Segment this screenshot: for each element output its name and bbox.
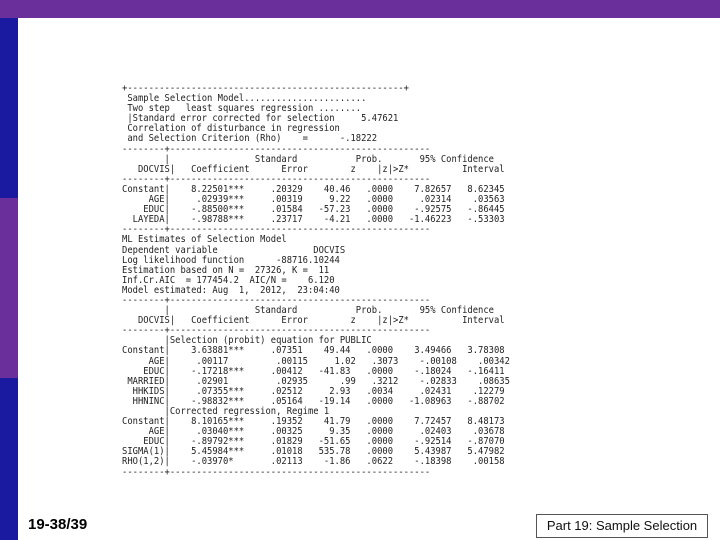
output-line: Inf.Cr.AIC = 177454.2 AIC/N = 6.120: [122, 274, 335, 286]
left-accent-bar: [0, 18, 18, 540]
output-line: AGE| .02939*** .00319 9.22 .0000 .02314 .03563: [122, 194, 505, 206]
output-line: |Selection (probit) equation for PUBLIC: [122, 335, 372, 347]
output-line: EDUC| -.17218*** .00412 -41.83 .0000 -.18024 -.16411: [122, 365, 505, 377]
output-line: Correlation of disturbance in regression: [122, 123, 340, 135]
output-line: Dependent variable DOCVIS: [122, 244, 346, 256]
left-accent-segment: [0, 198, 18, 378]
footer-title: Part 19: Sample Selection: [536, 514, 708, 538]
output-line: and Selection Criterion (Rho) = -.18222: [122, 133, 378, 145]
output-line: --------+-------------------------------------------------: [122, 173, 431, 185]
output-line: AGE| .03040*** .00325 9.35 .0000 .02403 .03678: [122, 426, 505, 438]
output-line: EDUC| -.88500*** .01584 -57.23 .0000 -.92575 -.86445: [122, 204, 505, 216]
output-line: --------+-------------------------------------------------: [122, 143, 431, 155]
output-line: Constant| 8.10165*** .19352 41.79 .0000 7.72457 8.48173: [122, 416, 505, 428]
output-line: HHKIDS| .07355*** .02512 2.93 .0034 .02431 .12279: [122, 385, 505, 397]
top-accent-bar: [0, 0, 720, 18]
output-line: RHO(1,2)| -.03970* .02113 -1.86 .0622 -.18398 .00158: [122, 456, 505, 468]
slide-number: 19-38/39: [28, 516, 88, 533]
output-line: Model estimated: Aug 1, 2012, 23:04:40: [122, 284, 340, 296]
output-line: MARRIED| .02901 .02935 .99 .3212 -.02833 .08635: [122, 375, 510, 387]
output-line: Log likelihood function -88716.10244: [122, 254, 340, 266]
output-line: --------+-------------------------------------------------: [122, 466, 431, 478]
output-line: --------+-------------------------------------------------: [122, 325, 431, 337]
output-line: |Corrected regression, Regime 1: [122, 406, 330, 417]
output-line: | Standard Prob. 95% Confidence: [122, 153, 494, 165]
output-line: |Standard error corrected for selection 5.47621: [122, 113, 399, 125]
output-line: HHNINC| -.98832*** .05164 -19.14 .0000 -1.08963 -.88702: [122, 395, 505, 407]
output-line: Two step least squares regression ........: [122, 103, 362, 115]
output-line: --------+-------------------------------------------------: [122, 294, 431, 306]
output-line: Sample Selection Model.......................: [122, 93, 367, 105]
output-line: LAYEDA| -.98788*** .23717 -4.21 .0000 -1.46223 -.53303: [122, 214, 505, 226]
output-line: | Standard Prob. 95% Confidence: [122, 305, 494, 317]
output-line: SIGMA(1)| 5.45984*** .01018 535.78 .0000 5.43987 5.47982: [122, 446, 505, 458]
output-line: +----------------------------------------------------+: [122, 83, 409, 94]
output-line: Estimation based on N = 27326, K = 11: [122, 264, 330, 276]
output-line: DOCVIS| Coefficient Error z |z|>Z* Interval: [122, 315, 505, 327]
regression-output-text: [122, 84, 565, 478]
output-line: Constant| 8.22501*** .20329 40.46 .0000 7.82657 8.62345: [122, 183, 505, 195]
regression-output-panel: [122, 84, 604, 482]
output-line: AGE| .00117 .00115 1.02 .3073 -.00108 .00342: [122, 355, 510, 367]
output-line: --------+-------------------------------------------------: [122, 224, 431, 236]
output-line: DOCVIS| Coefficient Error z |z|>Z* Interval: [122, 163, 505, 175]
output-line: ML Estimates of Selection Model: [122, 234, 287, 246]
output-line: EDUC| -.89792*** .01829 -51.65 .0000 -.92514 -.87070: [122, 436, 505, 448]
output-line: Constant| 3.63881*** .07351 49.44 .0000 3.49466 3.78308: [122, 345, 505, 357]
